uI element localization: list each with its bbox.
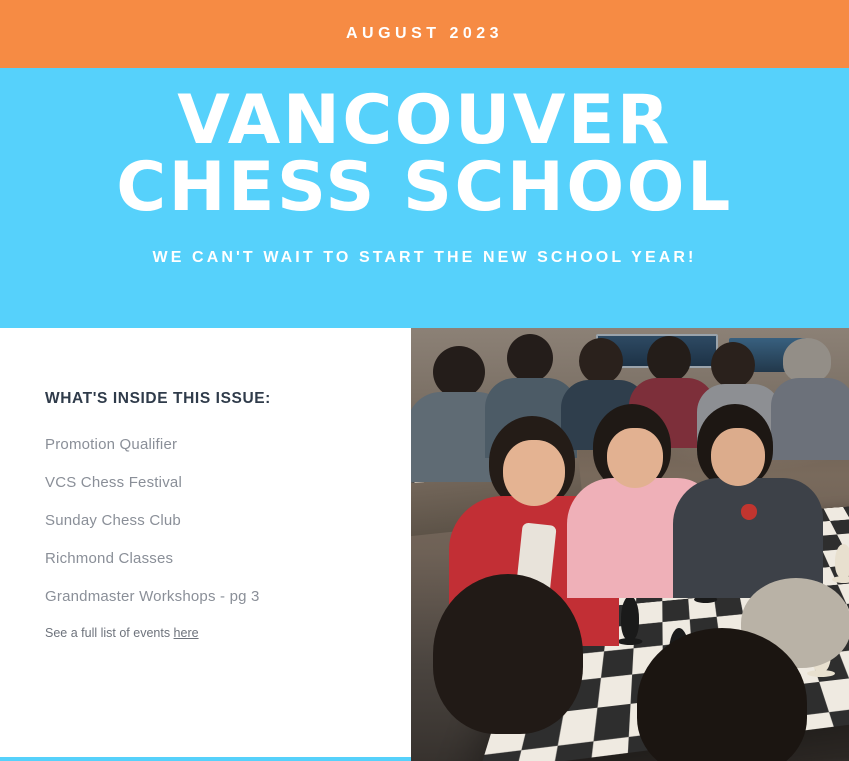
list-item[interactable]: Sunday Chess Club [45,512,181,529]
spectator [647,336,691,382]
content-area [0,328,849,761]
issue-date: AUGUST 2023 [345,25,504,42]
page-subtitle: WE CAN'T WAIT TO START THE NEW SCHOOL YEAR! [152,249,697,267]
foreground-student [433,574,583,734]
events-note [45,626,371,640]
spectator [433,346,485,398]
contents-column [0,328,411,761]
list-item[interactable]: Promotion Qualifier [45,436,178,453]
spectator [507,334,553,382]
page-title: VANCOUVER CHESS SCHOOL [116,81,733,227]
spectator [771,378,849,460]
spectator [579,338,623,384]
chess-piece [835,544,849,578]
spectator [711,342,755,388]
contents-heading: WHAT'S INSIDE THIS ISSUE: [45,390,271,407]
list-item[interactable]: Grandmaster Workshops - pg 3 [45,588,260,605]
date-banner [0,0,849,68]
student-face [607,428,663,488]
events-note-text: See a full list of events [45,626,174,640]
spectator [783,338,831,382]
contents-list [45,436,371,605]
bottom-accent-rule [0,757,411,761]
student-face [711,428,765,486]
cover-photo-image [411,328,849,761]
list-item[interactable]: Richmond Classes [45,550,174,567]
chess-piece [621,596,639,640]
hero-banner [0,68,849,328]
cover-photo [411,328,849,761]
student-face [503,440,565,506]
logo-badge-icon [741,504,757,520]
events-link[interactable]: here [173,626,199,640]
list-item[interactable]: VCS Chess Festival [45,474,182,491]
